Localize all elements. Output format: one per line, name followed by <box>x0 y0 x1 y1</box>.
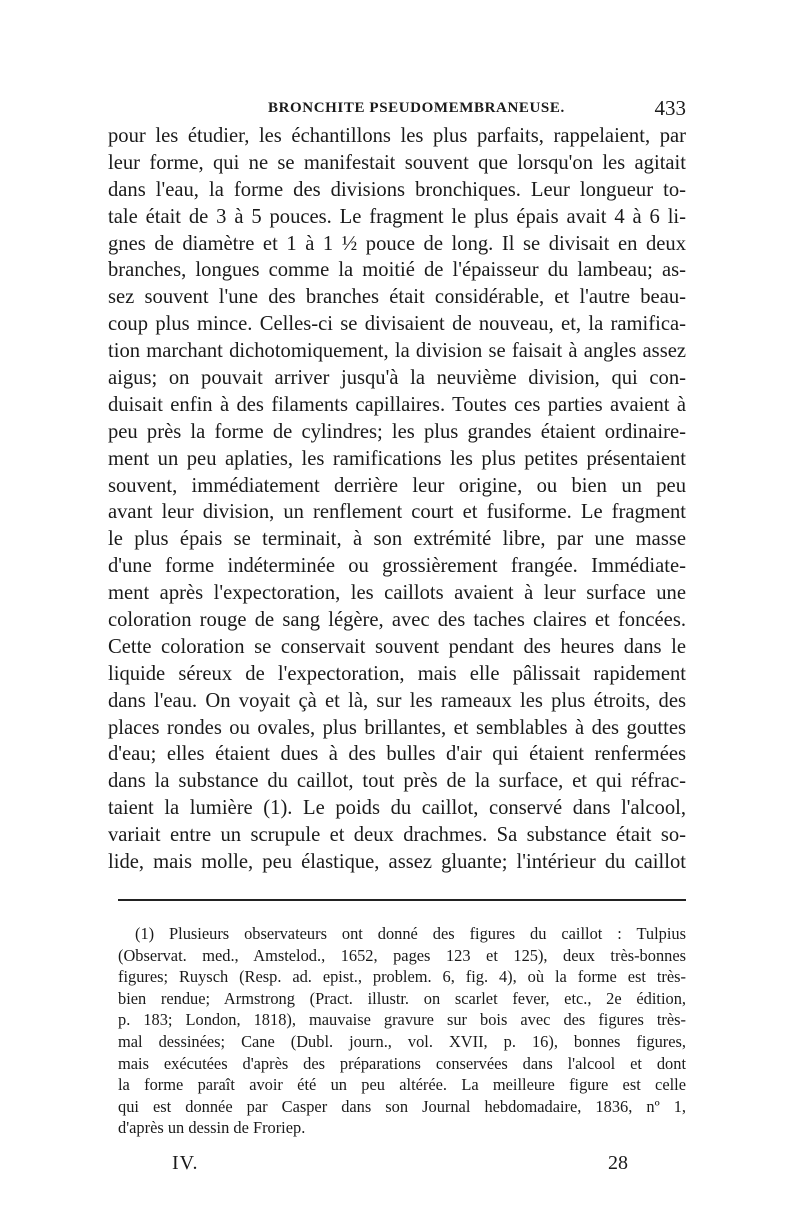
text-line: Cette coloration se conservait souvent pendant des heures dans le <box>108 635 686 658</box>
footnote <box>118 923 686 1139</box>
text-line: leur forme, qui ne se manifestait souvent que lorsqu'on les agitait <box>108 151 686 174</box>
text-line: avant leur division, un renflement court et fusiforme. Le fragment <box>108 501 686 524</box>
footnote-line: figures; Ruysch (Resp. ad. epist., problem. 6, fig. 4), où la forme est très- <box>118 967 686 987</box>
footnote-rule <box>118 899 686 901</box>
text-line: coup plus mince. Celles-ci se divisaient de nouveau, et, la ramifica- <box>108 313 686 336</box>
text-line: branches, longues comme la moitié de l'épaisseur du lambeau; as- <box>108 259 686 282</box>
footnote-line: p. 183; London, 1818), mauvaise gravure sur bois avec des figures très- <box>118 1010 686 1030</box>
text-line: coloration rouge de sang légère, avec des taches claires et foncées. <box>108 609 686 632</box>
text-line: ment un peu aplaties, les ramifications les plus petites présentaient <box>108 447 686 470</box>
main-text <box>108 123 686 876</box>
running-title: BRONCHITE PSEUDOMEMBRANEUSE. <box>268 100 565 116</box>
text-line: souvent, immédiatement derrière leur origine, ou bien un peu <box>108 474 686 497</box>
text-line: tion marchant dichotomiquement, la division se faisait à angles assez <box>108 340 686 363</box>
signature-number: 28 <box>608 1152 628 1174</box>
text-line: dans l'eau, la forme des divisions bronchiques. Leur longueur to- <box>108 178 686 201</box>
text-line: d'eau; elles étaient dues à des bulles d'air qui étaient renfermées <box>108 743 686 766</box>
footnote-line: mais exécutées d'après des préparations conservées dans l'alcool et dont <box>118 1053 686 1073</box>
text-line: ment après l'expectoration, les caillots avaient à leur surface une <box>108 582 686 605</box>
text-line: aigus; on pouvait arriver jusqu'à la neuvième division, qui con- <box>108 367 686 390</box>
signature-mark: IV. <box>172 1152 199 1174</box>
footnote-line: (1) Plusieurs observateurs ont donné des figures du caillot : Tulpius <box>135 924 686 943</box>
footnote-line: mal dessinées; Cane (Dubl. journ., vol. XVII, p. 16), bonnes figures, <box>118 1031 686 1051</box>
text-line: duisait enfin à des filaments capillaires. Toutes ces parties avaient à <box>108 393 686 416</box>
page-number: 433 <box>654 96 686 120</box>
text-line: dans la substance du caillot, tout près de la surface, et qui réfrac- <box>108 770 686 793</box>
text-line: dans l'eau. On voyait çà et là, sur les rameaux les plus étroits, des <box>108 689 686 712</box>
text-line: pour les étudier, les échantillons les plus parfaits, rappelaient, par <box>108 125 686 147</box>
text-line: liquide séreux de l'expectoration, mais elle pâlissait rapidement <box>108 662 686 685</box>
text-line: variait entre un scrupule et deux drachmes. Sa substance était so- <box>108 824 686 847</box>
text-line: taient la lumière (1). Le poids du caillot, conservé dans l'alcool, <box>108 797 686 820</box>
text-line: peu près la forme de cylindres; les plus grandes étaient ordinaire- <box>108 420 686 443</box>
text-line: d'une forme indéterminée ou grossièrement frangée. Immédiate- <box>108 555 686 578</box>
footnote-line: bien rendue; Armstrong (Pract. illustr. on scarlet fever, etc., 2e édition, <box>118 988 686 1008</box>
text-line: gnes de diamètre et 1 à 1 ½ pouce de long. Il se divisait en deux <box>108 232 686 255</box>
text-line: places rondes ou ovales, plus brillantes, et semblables à des gouttes <box>108 716 686 739</box>
footnote-line: (Observat. med., Amstelod., 1652, pages 123 et 125), deux très-bonnes <box>118 945 686 965</box>
footnote-line: la forme paraît avoir été un peu altérée. La meilleure figure est celle <box>118 1075 686 1095</box>
text-line: le plus épais se terminait, à son extrémité libre, par une masse <box>108 528 686 551</box>
signature-row <box>172 1152 628 1178</box>
text-line: lide, mais molle, peu élastique, assez gluante; l'intérieur du caillot <box>108 851 686 874</box>
running-head <box>108 96 686 122</box>
text-line: tale était de 3 à 5 pouces. Le fragment le plus épais avait 4 à 6 li- <box>108 205 686 228</box>
text-line: sez souvent l'une des branches était considérable, et l'autre beau- <box>108 286 686 309</box>
footnote-line: qui est donnée par Casper dans son Journal hebdomadaire, 1836, nº 1, <box>118 1096 686 1116</box>
footnote-line: d'après un dessin de Froriep. <box>118 1118 306 1138</box>
